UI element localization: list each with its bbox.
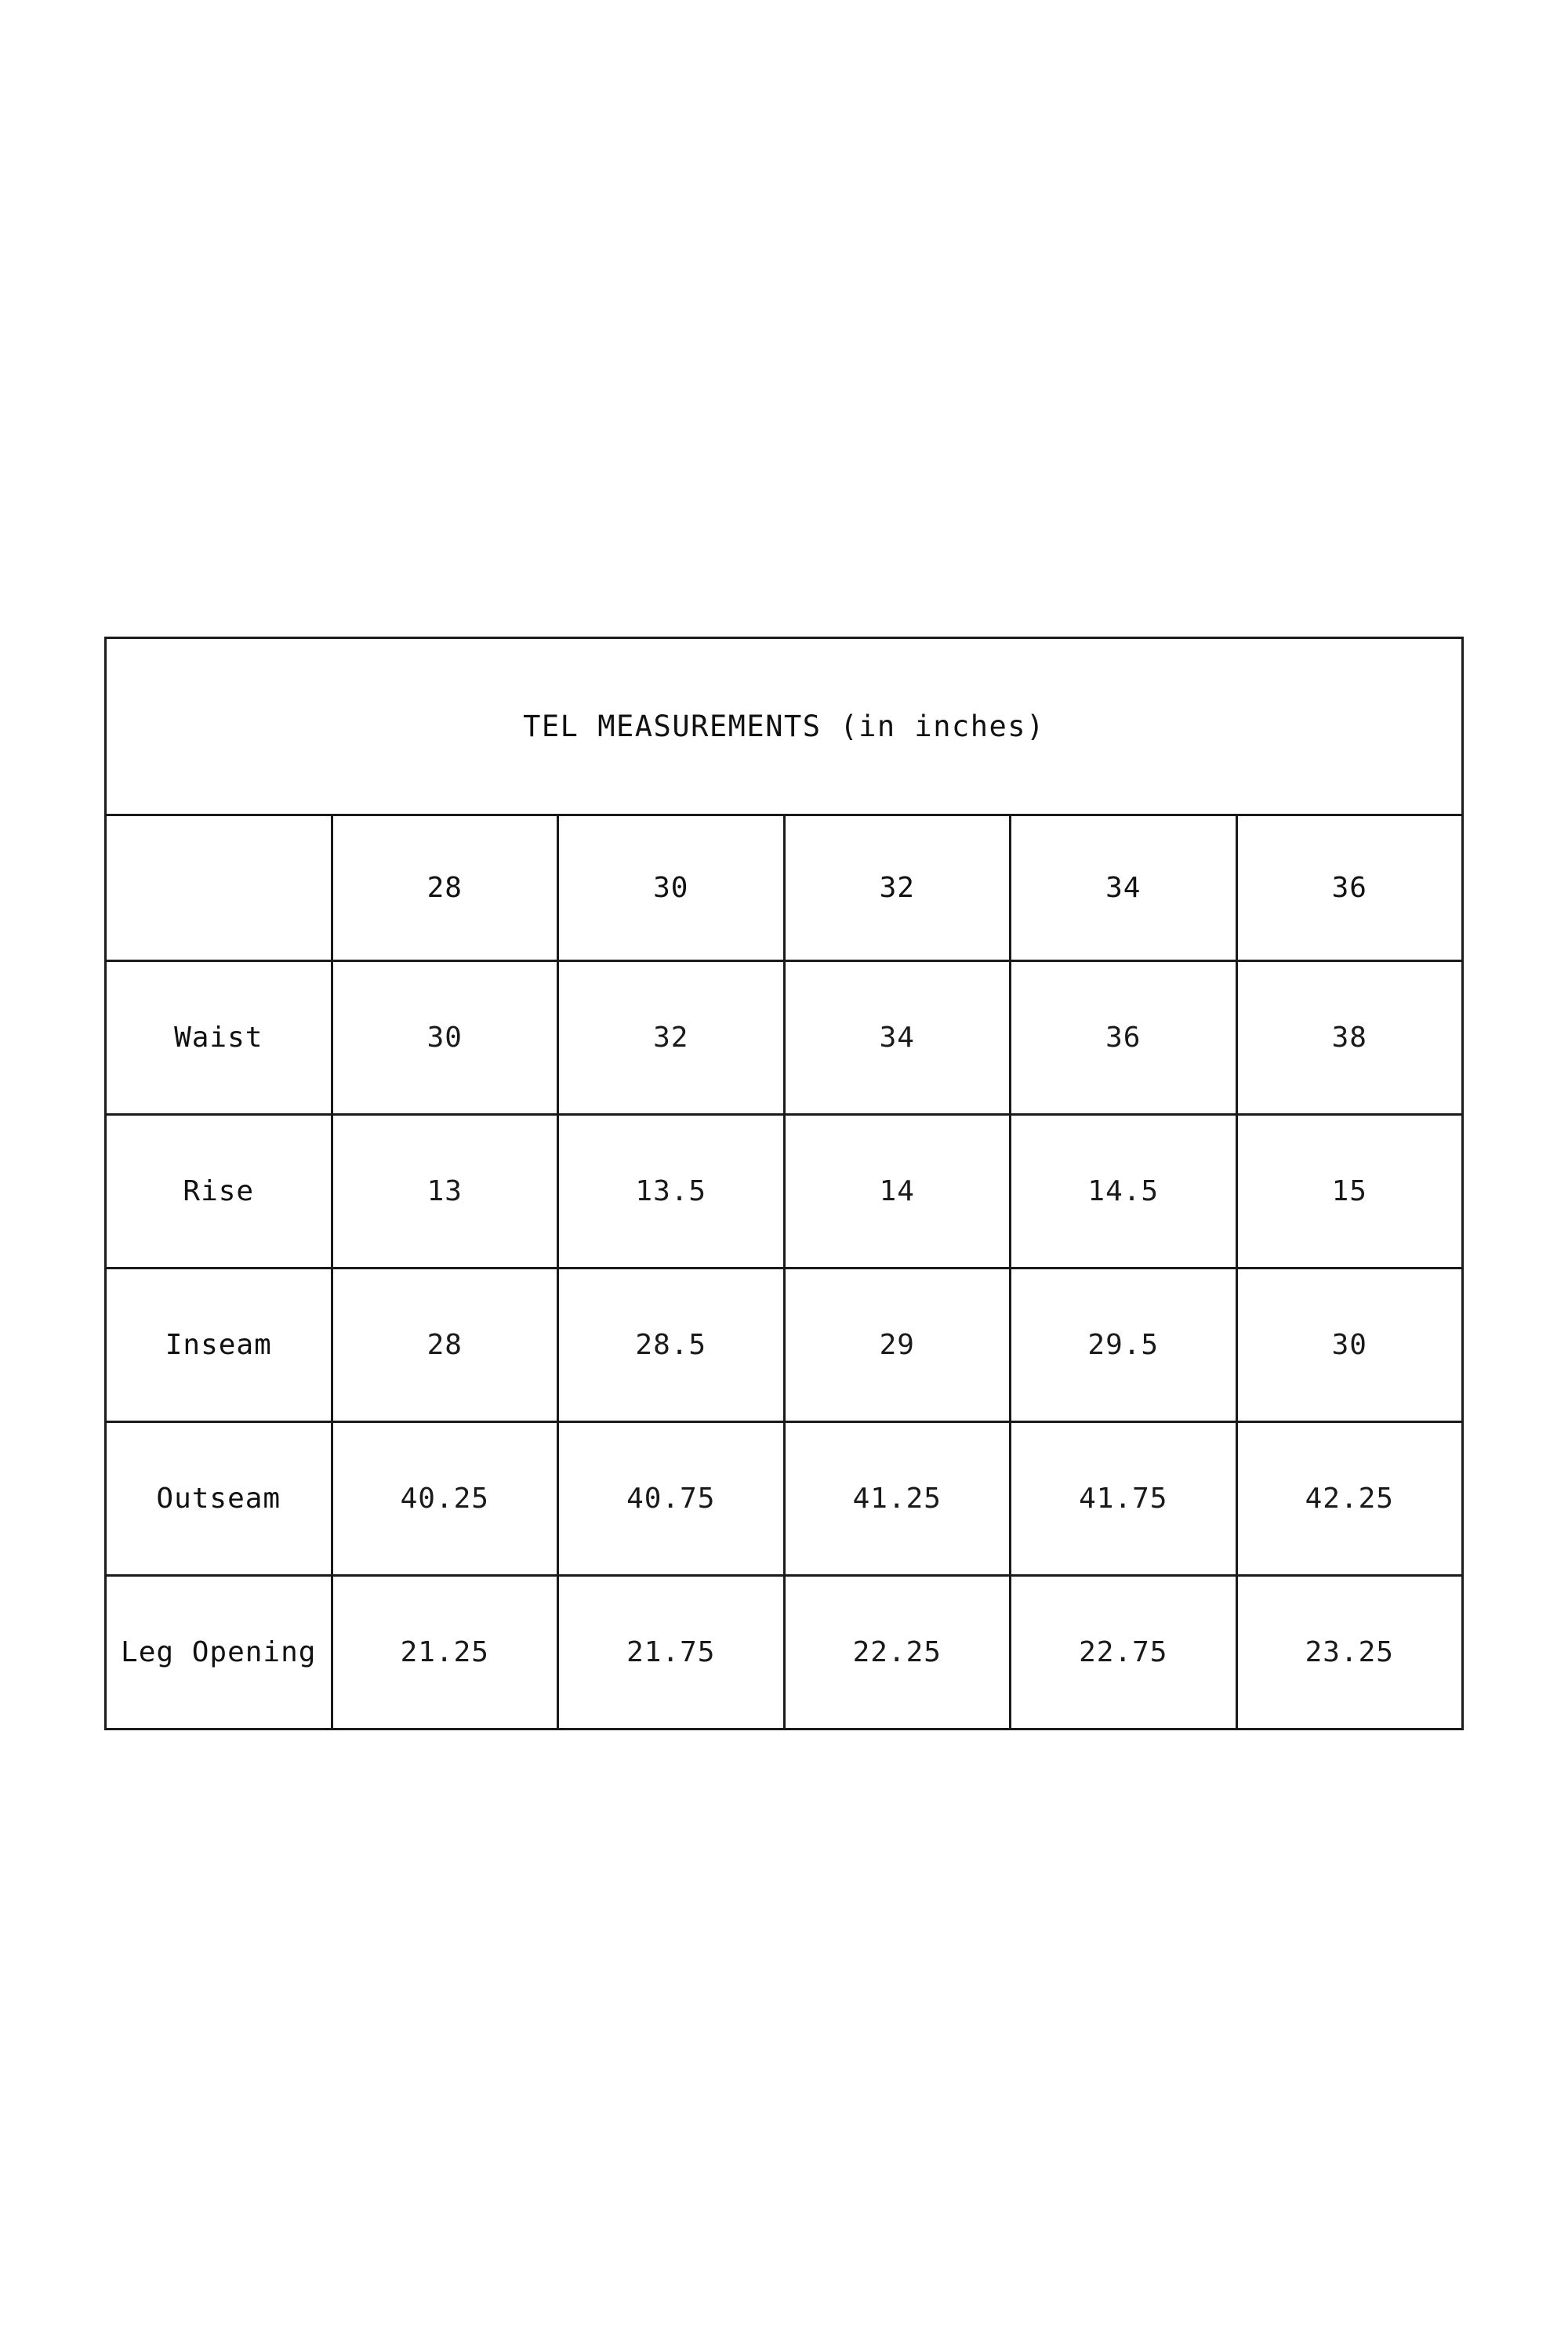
cell-inseam-30: 28.5 — [558, 1269, 785, 1422]
table-row — [106, 1422, 1463, 1576]
cell-waist-32: 34 — [784, 961, 1011, 1115]
cell-outseam-32: 41.25 — [784, 1422, 1011, 1576]
cell-outseam-36: 42.25 — [1236, 1422, 1463, 1576]
column-header-32: 32 — [784, 815, 1011, 961]
row-label-inseam: Inseam — [106, 1269, 332, 1422]
table-row — [106, 1269, 1463, 1422]
measurements-table — [104, 637, 1464, 1730]
cell-leg-opening-28: 21.25 — [332, 1576, 558, 1730]
cell-leg-opening-32: 22.25 — [784, 1576, 1011, 1730]
table-row — [106, 961, 1463, 1115]
column-header-30: 30 — [558, 815, 785, 961]
table-row — [106, 1115, 1463, 1269]
cell-rise-32: 14 — [784, 1115, 1011, 1269]
cell-outseam-34: 41.75 — [1011, 1422, 1237, 1576]
table-title: TEL MEASUREMENTS (in inches) — [106, 638, 1463, 815]
row-label-leg-opening: Leg Opening — [106, 1576, 332, 1730]
cell-waist-34: 36 — [1011, 961, 1237, 1115]
column-header-28: 28 — [332, 815, 558, 961]
row-label-outseam: Outseam — [106, 1422, 332, 1576]
cell-inseam-32: 29 — [784, 1269, 1011, 1422]
row-label-waist: Waist — [106, 961, 332, 1115]
cell-rise-36: 15 — [1236, 1115, 1463, 1269]
cell-leg-opening-30: 21.75 — [558, 1576, 785, 1730]
cell-outseam-28: 40.25 — [332, 1422, 558, 1576]
cell-waist-28: 30 — [332, 961, 558, 1115]
cell-leg-opening-34: 22.75 — [1011, 1576, 1237, 1730]
cell-waist-30: 32 — [558, 961, 785, 1115]
table-row — [106, 1576, 1463, 1730]
cell-leg-opening-36: 23.25 — [1236, 1576, 1463, 1730]
column-header-36: 36 — [1236, 815, 1463, 961]
size-chart-container — [104, 637, 1464, 1730]
table-title-row — [106, 638, 1463, 815]
table-header-row — [106, 815, 1463, 961]
cell-inseam-36: 30 — [1236, 1269, 1463, 1422]
column-header-34: 34 — [1011, 815, 1237, 961]
cell-rise-28: 13 — [332, 1115, 558, 1269]
cell-waist-36: 38 — [1236, 961, 1463, 1115]
cell-rise-34: 14.5 — [1011, 1115, 1237, 1269]
row-label-rise: Rise — [106, 1115, 332, 1269]
cell-outseam-30: 40.75 — [558, 1422, 785, 1576]
cell-inseam-28: 28 — [332, 1269, 558, 1422]
cell-rise-30: 13.5 — [558, 1115, 785, 1269]
cell-inseam-34: 29.5 — [1011, 1269, 1237, 1422]
header-corner-cell — [106, 815, 332, 961]
